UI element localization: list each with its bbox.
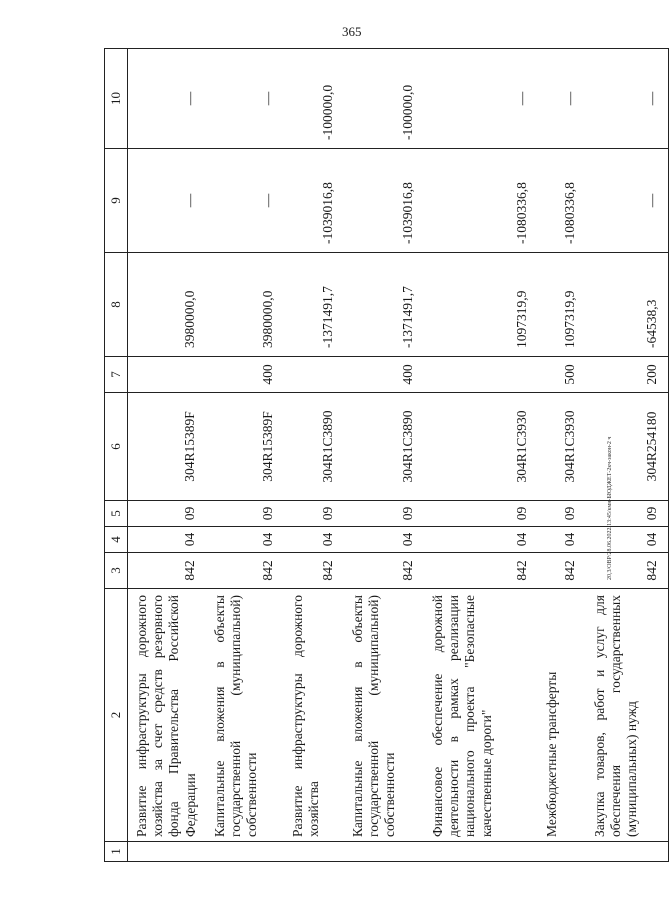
table-row bbox=[206, 49, 284, 862]
column-header: 7 bbox=[105, 357, 128, 393]
cell-expense-type bbox=[128, 357, 207, 393]
cell-section: 04 bbox=[538, 527, 586, 553]
footer-code: 20,3/ОВР/28.06.2022/13:45/кмн-БЮДЖЕТ-2кч-закон-2 ч bbox=[607, 436, 613, 580]
header-row bbox=[105, 49, 128, 862]
column-header: 5 bbox=[105, 501, 128, 527]
cell-amount-2: — bbox=[128, 149, 207, 253]
cell-subsection: 09 bbox=[206, 501, 284, 527]
cell-amount-3: -100000,0 bbox=[344, 49, 424, 149]
cell-target-article: 304R1C3890 bbox=[344, 393, 424, 501]
cell-amount-3: — bbox=[424, 49, 538, 149]
cell-ministry: 842 bbox=[344, 553, 424, 589]
cell-target-article: 304R15389F bbox=[128, 393, 207, 501]
cell-amount-2: -1039016,8 bbox=[344, 149, 424, 253]
cell-expense-type: 500 bbox=[538, 357, 586, 393]
cell-amount-1: 3980000,0 bbox=[206, 253, 284, 357]
cell-section: 04 bbox=[284, 527, 344, 553]
column-header: 4 bbox=[105, 527, 128, 553]
cell-section: 04 bbox=[586, 527, 669, 553]
cell-section: 04 bbox=[128, 527, 207, 553]
cell-amount-2: — bbox=[206, 149, 284, 253]
cell-target-article: 304R1C3890 bbox=[284, 393, 344, 501]
row-name: Капитальные вложения в объекты государственной (муниципальной) собственности bbox=[206, 589, 284, 842]
cell-amount-3: — bbox=[586, 49, 669, 149]
cell-amount-1: -1371491,7 bbox=[344, 253, 424, 357]
column-header: 9 bbox=[105, 149, 128, 253]
cell-amount-3: — bbox=[128, 49, 207, 149]
cell-target-article: 304R15389F bbox=[206, 393, 284, 501]
row-index bbox=[206, 842, 284, 862]
cell-subsection: 09 bbox=[344, 501, 424, 527]
column-header: 3 bbox=[105, 553, 128, 589]
cell-ministry: 842 bbox=[538, 553, 586, 589]
cell-section: 04 bbox=[206, 527, 284, 553]
cell-subsection: 09 bbox=[538, 501, 586, 527]
table-row bbox=[284, 49, 344, 862]
cell-target-article: 304R1C3930 bbox=[424, 393, 538, 501]
cell-expense-type: 400 bbox=[344, 357, 424, 393]
cell-subsection: 09 bbox=[424, 501, 538, 527]
row-index bbox=[344, 842, 424, 862]
row-index bbox=[424, 842, 538, 862]
cell-expense-type: 400 bbox=[206, 357, 284, 393]
cell-amount-3: — bbox=[538, 49, 586, 149]
row-name: Финансовое обеспечение дорожной деятельности в рамках реализации национального проекта "Безопасные качественные дороги" bbox=[424, 589, 538, 842]
cell-ministry: 842 bbox=[128, 553, 207, 589]
cell-section: 04 bbox=[424, 527, 538, 553]
budget-table bbox=[104, 48, 669, 862]
cell-ministry: 842 bbox=[206, 553, 284, 589]
page-number: 365 bbox=[342, 24, 362, 39]
cell-ministry: 842 bbox=[284, 553, 344, 589]
cell-amount-1: 1097319,9 bbox=[424, 253, 538, 357]
row-index bbox=[128, 842, 207, 862]
row-name: Капитальные вложения в объекты государственной (муниципальной) собственности bbox=[344, 589, 424, 842]
cell-ministry: 842 bbox=[586, 553, 669, 589]
cell-subsection: 09 bbox=[586, 501, 669, 527]
table-row bbox=[344, 49, 424, 862]
cell-amount-1: 1097319,9 bbox=[538, 253, 586, 357]
cell-ministry: 842 bbox=[424, 553, 538, 589]
row-name: Закупка товаров, работ и услуг для обеспечения государственных (муниципальных) нужд bbox=[586, 589, 669, 842]
table-row bbox=[538, 49, 586, 862]
cell-amount-2: -1039016,8 bbox=[284, 149, 344, 253]
cell-amount-1: -64538,3 bbox=[586, 253, 669, 357]
cell-amount-1: 3980000,0 bbox=[128, 253, 207, 357]
cell-expense-type: 200 bbox=[586, 357, 669, 393]
row-name: Развитие инфраструктуры дорожного хозяйства bbox=[284, 589, 344, 842]
cell-amount-2: -1080336,8 bbox=[538, 149, 586, 253]
row-index bbox=[284, 842, 344, 862]
cell-section: 04 bbox=[344, 527, 424, 553]
column-header: 6 bbox=[105, 393, 128, 501]
column-header: 2 bbox=[105, 589, 128, 842]
cell-subsection: 09 bbox=[128, 501, 207, 527]
cell-target-article: 304R1C3930 bbox=[538, 393, 586, 501]
cell-target-article: 304R254180 bbox=[586, 393, 669, 501]
column-header: 10 bbox=[105, 49, 128, 149]
row-index bbox=[586, 842, 669, 862]
table-row bbox=[424, 49, 538, 862]
table-row bbox=[128, 49, 207, 862]
cell-expense-type bbox=[424, 357, 538, 393]
row-name: Развитие инфраструктуры дорожного хозяйства за счет средств резервного фонда Правительства Российской Федерации bbox=[128, 589, 207, 842]
rotated-table-container bbox=[104, 49, 659, 862]
column-header: 8 bbox=[105, 253, 128, 357]
row-index bbox=[538, 842, 586, 862]
cell-amount-2: -1080336,8 bbox=[424, 149, 538, 253]
cell-amount-3: — bbox=[206, 49, 284, 149]
column-header: 1 bbox=[105, 842, 128, 862]
cell-amount-2: — bbox=[586, 149, 669, 253]
cell-amount-1: -1371491,7 bbox=[284, 253, 344, 357]
cell-amount-3: -100000,0 bbox=[284, 49, 344, 149]
cell-subsection: 09 bbox=[284, 501, 344, 527]
row-name: Межбюджетные трансферты bbox=[538, 589, 586, 842]
table-row bbox=[586, 49, 669, 862]
cell-expense-type bbox=[284, 357, 344, 393]
